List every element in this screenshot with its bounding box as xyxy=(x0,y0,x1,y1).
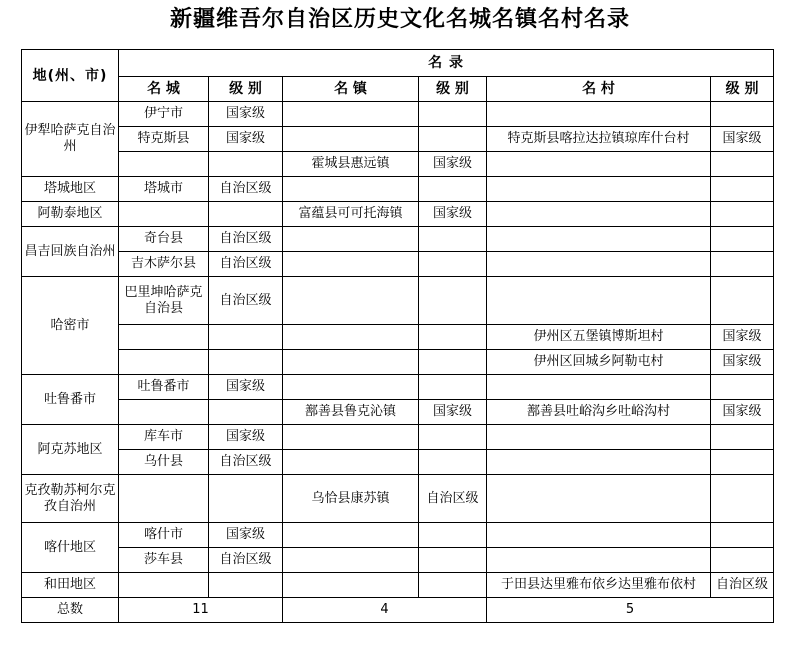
level-cell: 自治区级 xyxy=(209,227,283,252)
town-cell xyxy=(283,277,419,325)
village-cell: 伊州区五堡镇博斯坦村 xyxy=(487,325,711,350)
level-cell xyxy=(419,573,487,598)
level-cell xyxy=(419,177,487,202)
city-cell xyxy=(119,475,209,523)
table-row xyxy=(22,400,774,425)
level-cell xyxy=(711,475,774,523)
level-cell: 国家级 xyxy=(419,152,487,177)
level-cell xyxy=(209,202,283,227)
level-cell xyxy=(711,152,774,177)
table-row xyxy=(22,202,774,227)
level-cell xyxy=(419,325,487,350)
village-cell xyxy=(487,177,711,202)
table-row xyxy=(22,350,774,375)
city-cell: 库车市 xyxy=(119,425,209,450)
level-cell xyxy=(419,523,487,548)
town-cell: 霍城县惠远镇 xyxy=(283,152,419,177)
table-row xyxy=(22,375,774,400)
city-cell xyxy=(119,350,209,375)
register-header: 名 录 xyxy=(119,50,774,77)
level-cell xyxy=(209,325,283,350)
city-header: 名 城 xyxy=(119,77,209,102)
region-cell: 塔城地区 xyxy=(22,177,119,202)
table-row xyxy=(22,127,774,152)
town-cell xyxy=(283,127,419,152)
city-level-header: 级 别 xyxy=(209,77,283,102)
level-cell xyxy=(711,227,774,252)
village-cell xyxy=(487,277,711,325)
village-cell xyxy=(487,375,711,400)
town-cell xyxy=(283,227,419,252)
region-cell: 伊犁哈萨克自治州 xyxy=(22,102,119,177)
level-cell: 自治区级 xyxy=(209,277,283,325)
table-row xyxy=(22,450,774,475)
level-cell xyxy=(209,573,283,598)
totals-label: 总数 xyxy=(22,598,119,623)
level-cell xyxy=(711,548,774,573)
level-cell: 自治区级 xyxy=(209,177,283,202)
town-cell xyxy=(283,548,419,573)
level-cell: 国家级 xyxy=(711,325,774,350)
region-cell: 吐鲁番市 xyxy=(22,375,119,425)
village-cell xyxy=(487,450,711,475)
village-cell xyxy=(487,548,711,573)
level-cell: 自治区级 xyxy=(419,475,487,523)
region-cell: 克孜勒苏柯尔克孜自治州 xyxy=(22,475,119,523)
city-cell xyxy=(119,152,209,177)
table-row xyxy=(22,227,774,252)
city-cell: 吐鲁番市 xyxy=(119,375,209,400)
level-cell: 自治区级 xyxy=(209,450,283,475)
totals-row xyxy=(22,598,774,623)
town-cell xyxy=(283,102,419,127)
region-cell: 喀什地区 xyxy=(22,523,119,573)
region-cell: 阿克苏地区 xyxy=(22,425,119,475)
village-cell xyxy=(487,425,711,450)
table-row xyxy=(22,325,774,350)
table-row xyxy=(22,102,774,127)
level-cell xyxy=(209,350,283,375)
region-cell: 哈密市 xyxy=(22,277,119,375)
level-cell xyxy=(711,202,774,227)
town-level-header: 级 别 xyxy=(419,77,487,102)
village-cell xyxy=(487,523,711,548)
region-header: 地(州、市) xyxy=(22,50,119,102)
level-cell xyxy=(419,227,487,252)
town-cell xyxy=(283,375,419,400)
city-cell: 巴里坤哈萨克自治县 xyxy=(119,277,209,325)
table-row xyxy=(22,277,774,325)
village-cell: 于田县达里雅布依乡达里雅布依村 xyxy=(487,573,711,598)
level-cell: 国家级 xyxy=(209,127,283,152)
level-cell xyxy=(209,152,283,177)
total-villages: 5 xyxy=(487,598,774,623)
level-cell xyxy=(419,277,487,325)
city-cell: 奇台县 xyxy=(119,227,209,252)
village-level-header: 级 别 xyxy=(711,77,774,102)
level-cell: 国家级 xyxy=(209,523,283,548)
table-row xyxy=(22,548,774,573)
region-cell: 阿勒泰地区 xyxy=(22,202,119,227)
level-cell: 国家级 xyxy=(209,425,283,450)
town-cell: 富蕴县可可托海镇 xyxy=(283,202,419,227)
city-cell xyxy=(119,400,209,425)
level-cell xyxy=(711,277,774,325)
level-cell: 自治区级 xyxy=(209,252,283,277)
village-header: 名 村 xyxy=(487,77,711,102)
town-cell xyxy=(283,425,419,450)
table-row xyxy=(22,252,774,277)
level-cell: 国家级 xyxy=(419,202,487,227)
town-cell xyxy=(283,523,419,548)
village-cell: 特克斯县喀拉达拉镇琼库什台村 xyxy=(487,127,711,152)
village-cell xyxy=(487,102,711,127)
level-cell xyxy=(711,425,774,450)
level-cell xyxy=(711,252,774,277)
city-cell: 吉木萨尔县 xyxy=(119,252,209,277)
level-cell: 国家级 xyxy=(209,102,283,127)
level-cell: 自治区级 xyxy=(711,573,774,598)
level-cell xyxy=(711,523,774,548)
city-cell: 莎车县 xyxy=(119,548,209,573)
village-cell: 鄯善县吐峪沟乡吐峪沟村 xyxy=(487,400,711,425)
level-cell xyxy=(419,375,487,400)
city-cell: 伊宁市 xyxy=(119,102,209,127)
town-cell xyxy=(283,252,419,277)
level-cell xyxy=(711,177,774,202)
town-cell xyxy=(283,450,419,475)
village-cell xyxy=(487,227,711,252)
level-cell: 国家级 xyxy=(419,400,487,425)
level-cell xyxy=(711,375,774,400)
level-cell xyxy=(419,425,487,450)
town-cell xyxy=(283,325,419,350)
level-cell xyxy=(419,450,487,475)
level-cell xyxy=(419,350,487,375)
town-cell: 鄯善县鲁克沁镇 xyxy=(283,400,419,425)
table-row xyxy=(22,152,774,177)
town-cell xyxy=(283,350,419,375)
level-cell xyxy=(419,127,487,152)
village-cell xyxy=(487,152,711,177)
village-cell: 伊州区回城乡阿勒屯村 xyxy=(487,350,711,375)
register-table xyxy=(21,49,774,623)
table-row xyxy=(22,425,774,450)
page-title: 新疆维吾尔自治区历史文化名城名镇名村名录 xyxy=(169,6,630,32)
city-cell: 喀什市 xyxy=(119,523,209,548)
city-cell: 乌什县 xyxy=(119,450,209,475)
village-cell xyxy=(487,202,711,227)
village-cell xyxy=(487,252,711,277)
level-cell xyxy=(711,450,774,475)
level-cell xyxy=(209,475,283,523)
level-cell: 国家级 xyxy=(209,375,283,400)
city-cell xyxy=(119,325,209,350)
village-cell xyxy=(487,475,711,523)
level-cell: 国家级 xyxy=(711,400,774,425)
level-cell xyxy=(419,252,487,277)
table-row xyxy=(22,523,774,548)
city-cell: 塔城市 xyxy=(119,177,209,202)
city-cell: 特克斯县 xyxy=(119,127,209,152)
level-cell xyxy=(711,102,774,127)
level-cell xyxy=(419,548,487,573)
table-row xyxy=(22,573,774,598)
level-cell: 国家级 xyxy=(711,350,774,375)
region-cell: 昌吉回族自治州 xyxy=(22,227,119,277)
town-cell: 乌恰县康苏镇 xyxy=(283,475,419,523)
header-row-2 xyxy=(22,77,774,102)
table-row xyxy=(22,177,774,202)
table-row xyxy=(22,475,774,523)
town-cell xyxy=(283,177,419,202)
town-cell xyxy=(283,573,419,598)
level-cell: 国家级 xyxy=(711,127,774,152)
total-towns: 4 xyxy=(283,598,487,623)
total-cities: 11 xyxy=(119,598,283,623)
header-row-1 xyxy=(22,50,774,77)
level-cell xyxy=(419,102,487,127)
town-header: 名 镇 xyxy=(283,77,419,102)
level-cell xyxy=(209,400,283,425)
city-cell xyxy=(119,202,209,227)
city-cell xyxy=(119,573,209,598)
level-cell: 自治区级 xyxy=(209,548,283,573)
region-cell: 和田地区 xyxy=(22,573,119,598)
